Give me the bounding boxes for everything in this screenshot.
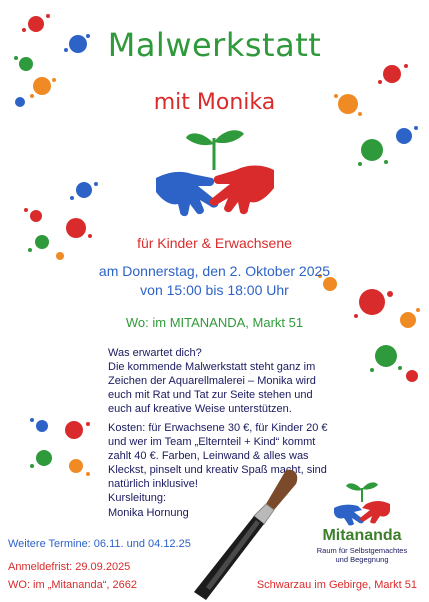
event-datetime: [0, 262, 429, 300]
page-title: Malwerkstatt: [107, 26, 322, 64]
footer-location: WO: im „Mitananda“, 2662: [8, 579, 137, 591]
event-date: am Donnerstag, den 2. Oktober 2025: [98, 263, 331, 279]
event-location: Wo: im MITANANDA, Markt 51: [125, 315, 304, 330]
hands-sprout-icon: [152, 124, 278, 220]
more-dates: Weitere Termine: 06.11. und 04.12.25: [8, 538, 191, 550]
mitananda-logo-icon: [332, 478, 392, 530]
footer-address: Schwarzau im Gebirge, Markt 51: [256, 579, 417, 591]
costs-text: Kosten: für Erwachsene 30 €, für Kinder 20 € und wer im Team „Elternteil + Kind“ kommt zahlt 40 €. Farben, Leinwand & alles was Kleckst, pinselt und kreativ Spaß macht, sind natürlich inklusive!: [108, 422, 328, 490]
paint-splatter-icon: [14, 408, 104, 488]
description-text: Die kommende Malwerkstatt steht ganz im Zeichen der Aquarellmalerei – Monika wird euch mit Rat und Tat zur Seite stehen und euch auf kreative Weise unterstützen.: [108, 361, 316, 415]
course-lead-name: Monika Hornung: [108, 507, 189, 519]
event-time: von 15:00 bis 18:00 Uhr: [140, 282, 289, 298]
brand-tagline-line-1: Raum für Selbstgemachtes: [316, 546, 408, 555]
registration-deadline: Anmeldefrist: 29.09.2025: [8, 561, 131, 573]
description-block: [108, 346, 338, 416]
course-lead-label: Kursleitung:: [108, 492, 167, 504]
brand-tagline: [297, 546, 427, 564]
brand-name: Mitananda: [322, 527, 402, 544]
audience-text: für Kinder & Erwachsene: [137, 235, 292, 251]
brand-tagline-line-2: und Begegnung: [335, 555, 389, 564]
description-question: Was erwartet dich?: [108, 347, 202, 359]
page-subtitle: mit Monika: [153, 90, 276, 115]
